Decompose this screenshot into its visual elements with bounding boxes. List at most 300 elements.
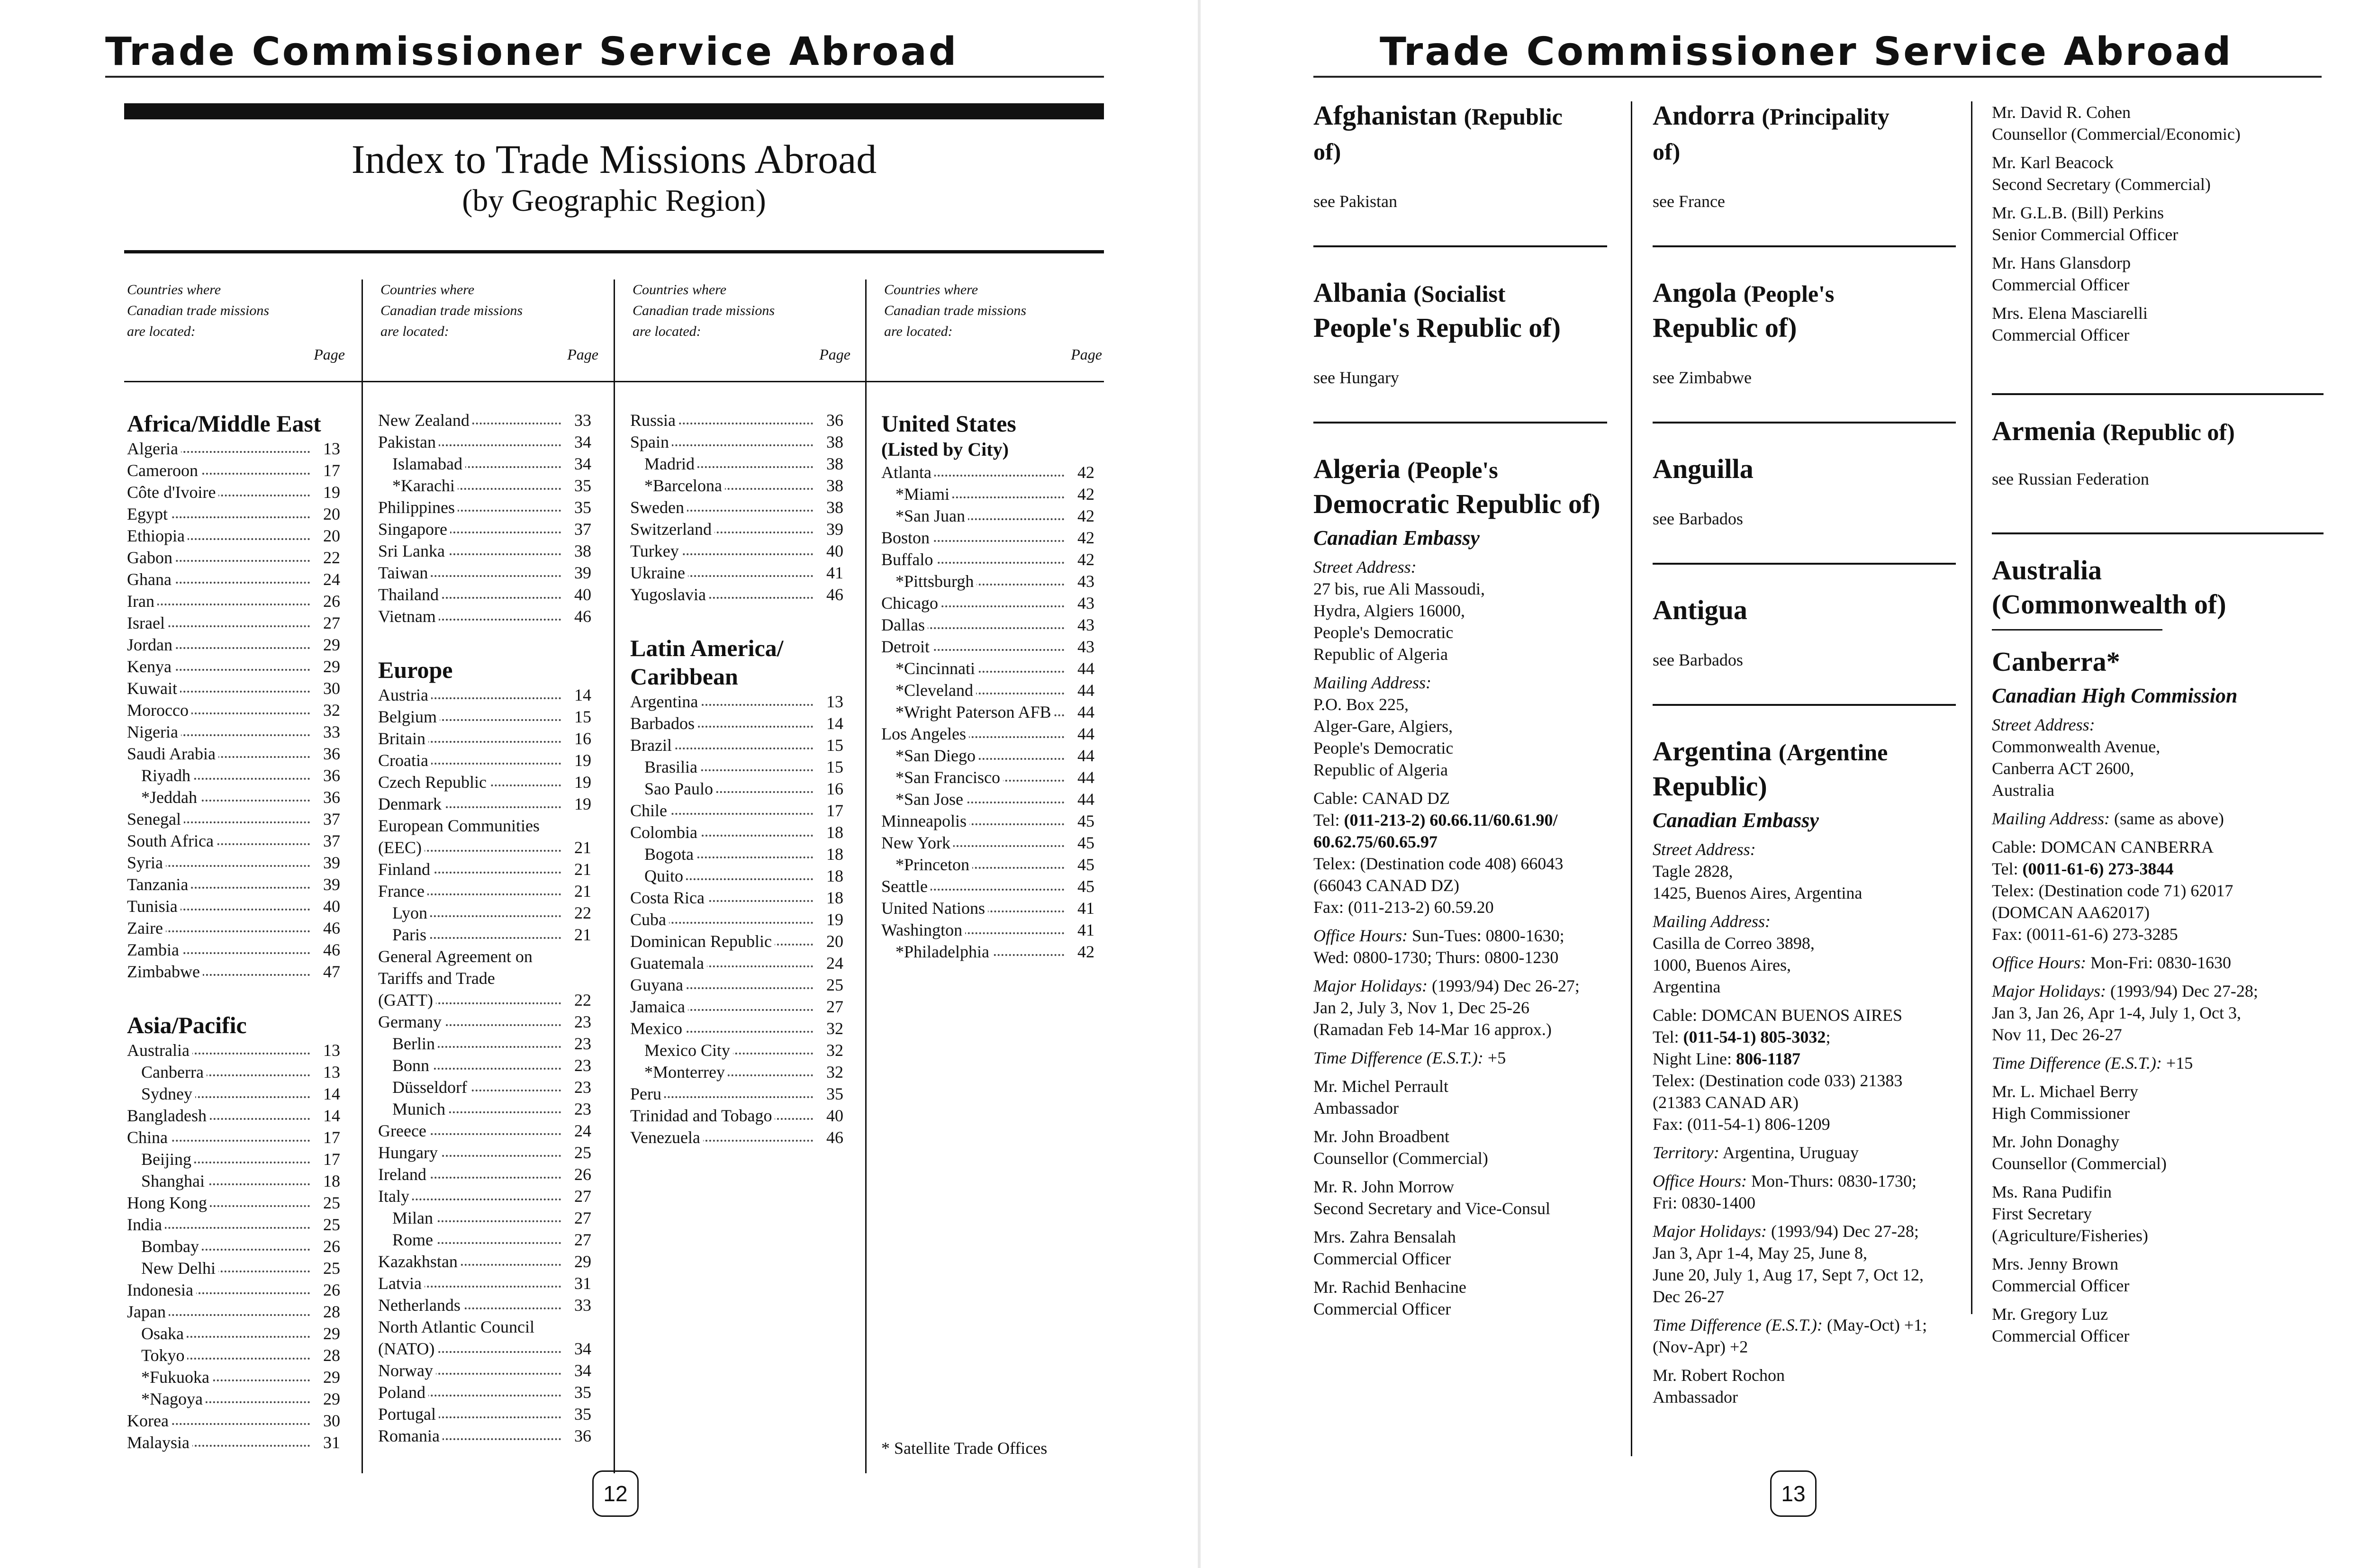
staff-name: Mr. Gregory Luz [1992,1305,2108,1324]
index-entry [378,1033,591,1054]
address-line: Tagle 2828, [1653,862,1733,881]
entry-page: 34 [561,453,591,475]
right-page [1200,0,2369,1568]
entry-name: Norway [378,1360,436,1381]
entry-page: 23 [561,1076,591,1098]
entry-name: Trinidad and Tobago [630,1105,775,1126]
entry-name: Australia [127,1039,192,1061]
entry-name: Croatia [378,749,431,771]
entry-name: Iran [127,590,157,612]
index-entry [127,1083,340,1105]
entry-name: Thailand [378,584,442,605]
entry-name: Osaka [141,1323,187,1344]
entry-page: 29 [310,1366,340,1388]
entry-name: Denmark [378,793,444,815]
index-entry [378,1338,591,1360]
staff-name: Mr. R. John Morrow [1313,1177,1455,1196]
country-name: Angola [1653,277,1737,308]
entry-page: 27 [561,1229,591,1251]
entry-name: Egypt [127,503,171,525]
entry-page: 34 [561,1360,591,1381]
country-afghanistan: Afghanistan (Republic of) see Pakistan [1313,99,1607,212]
entry-page: 18 [310,1170,340,1192]
entry-name: Guatemala [630,952,707,974]
staff-title: Senior Commercial Officer [1992,225,2179,244]
address-line: Republic of Algeria [1313,645,1448,664]
index-entry [630,431,843,453]
entry-name: Los Angeles [881,723,969,745]
column-header-1: Countries where Canadian trade missions are located: Page [127,282,345,363]
index-entry [127,895,340,917]
entry-page: 17 [310,1148,340,1170]
entry-page: 37 [310,830,340,852]
index-entry [127,961,340,982]
entry-name: Latvia [378,1272,425,1294]
entry-name: Britain [378,728,428,749]
entry-name: *Pittsburgh [895,570,977,592]
see-reference: see Barbados [1653,509,1743,528]
entry-name: Costa Rica [630,887,707,909]
entry-page: 45 [1064,810,1094,832]
index-entry [127,460,340,481]
staff-member [1992,152,2324,195]
index-entry [630,691,843,712]
entry-name: *San Jose [895,788,966,810]
index-entry [127,743,340,765]
entry-page: 19 [561,771,591,793]
staff-name: Mr. John Broadbent [1313,1127,1449,1146]
staff-title: Ambassador [1313,1099,1399,1117]
index-entry [630,1126,843,1148]
entry-name: Portugal [378,1403,439,1425]
entry-page: 14 [813,712,843,734]
index-entry [881,505,1094,527]
entry-name: Spain [630,431,672,453]
index-entry [127,1170,340,1192]
staff-member [1992,1253,2324,1297]
index-entry [378,837,591,858]
entry-page: 18 [813,821,843,843]
entry-name: Dallas [881,614,928,636]
index-entry [378,684,591,706]
entry-page: 31 [561,1272,591,1294]
entry-page: 32 [813,1061,843,1083]
entry-name: Russia [630,409,678,431]
entry-name: Korea [127,1410,172,1432]
index-entry [127,568,340,590]
entry-page: 17 [310,460,340,481]
index-list [378,409,591,627]
entry-page: 32 [813,1039,843,1061]
entry-page: 14 [310,1105,340,1126]
entry-page: 18 [813,887,843,909]
index-entry [378,989,591,1011]
entry-page: 31 [310,1432,340,1453]
entries-column-3 [1992,101,2324,1347]
entry-name: New York [881,832,953,854]
staff-title: Commercial Officer [1992,1326,2130,1345]
index-entry [881,483,1094,505]
region-subheading: (Listed by City) [881,439,1009,460]
index-entry [378,1425,591,1447]
entry-name: *Monterrey [644,1061,728,1083]
entry-page: 42 [1064,483,1094,505]
entry-page: 35 [561,1381,591,1403]
entry-page: 40 [813,540,843,562]
entry-name: India [127,1214,165,1235]
entry-name: *Cleveland [895,679,976,701]
staff-member [1992,1131,2324,1174]
entry-name: Buffalo [881,549,936,570]
entry-name: Madrid [644,453,697,475]
entry-page: 15 [813,756,843,778]
entry-page: 42 [1064,505,1094,527]
index-entry [378,562,591,584]
see-reference: see Hungary [1313,368,1399,387]
entry-name: *Miami [895,483,952,505]
entry-name: Netherlands [378,1294,463,1316]
column-header-3: Countries where Canadian trade missions are located: Page [633,282,850,363]
staff-title: Counsellor (Commercial) [1313,1149,1488,1168]
index-entry [378,1207,591,1229]
column-header-2: Countries where Canadian trade missions are located: Page [380,282,598,363]
entry-name: Seattle [881,875,931,897]
entry-page: 44 [1064,788,1094,810]
entry-name: Philippines [378,496,458,518]
index-entry [378,1316,591,1338]
index-column-3 [630,409,843,1148]
entry-page: 29 [310,656,340,677]
page-number: 12 [592,1470,639,1517]
index-entry [881,549,1094,570]
entry-name: Yugoslavia [630,584,709,605]
staff-name: Mrs. Zahra Bensalah [1313,1227,1456,1246]
column-header-4: Countries where Canadian trade missions are located: Page [884,282,1102,363]
entry-page: 35 [561,475,591,496]
entry-name: Rome [392,1229,436,1251]
entry-name: Ukraine [630,562,688,584]
index-entry [127,765,340,786]
index-entry [378,1251,591,1272]
index-entry [630,821,843,843]
entry-page: 20 [813,930,843,952]
index-entry [378,540,591,562]
country-name: Anguilla [1653,453,1754,484]
index-entry [630,562,843,584]
index-entry [378,749,591,771]
entry-name: Washington [881,919,965,941]
index-entry [881,658,1094,679]
index-entry [378,793,591,815]
staff-member [1313,1075,1607,1119]
index-entry [630,1083,843,1105]
entry-name: China [127,1126,171,1148]
entry-name: Ethiopia [127,525,188,547]
entries-column-2 [1653,99,1956,1408]
entry-name: Düsseldorf [392,1076,470,1098]
entry-page: 35 [813,1083,843,1105]
index-entry [127,1148,340,1170]
index-entry [127,612,340,634]
entry-page: 46 [813,1126,843,1148]
entry-page: 44 [1064,658,1094,679]
entry-name: Paris [392,924,429,946]
entry-page: 46 [813,584,843,605]
entry-page: 25 [813,974,843,996]
entry-name: Cuba [630,909,669,930]
entries-column-1 [1313,99,1607,1320]
index-entry [378,1381,591,1403]
entry-page: 16 [561,728,591,749]
country-name: Afghanistan [1313,100,1457,131]
address-line: Alger-Gare, Algiers, [1313,717,1453,736]
entry-separator [1653,245,1956,247]
entry-page: 18 [813,865,843,887]
country-name: Algeria [1313,453,1401,484]
index-title: Index to Trade Missions Abroad [351,136,877,182]
entry-name: *San Francisco [895,766,1003,788]
entry-name: Minneapolis [881,810,969,832]
staff-member [1992,302,2324,346]
entry-separator [1653,563,1956,565]
index-column-4 [881,409,1094,963]
entry-name: Italy [378,1185,412,1207]
staff-member [1992,1181,2324,1246]
entry-page: 46 [310,939,340,961]
staff-title: Commercial Officer [1313,1249,1451,1268]
entry-page: 13 [310,1061,340,1083]
entry-name: Berlin [392,1033,438,1054]
index-entry [127,1432,340,1453]
index-entry [127,1061,340,1083]
entry-name: Saudi Arabia [127,743,218,765]
index-column-1 [127,409,340,1453]
entry-name: Dominican Republic [630,930,775,952]
region-heading: United States [881,410,1016,437]
index-entry [127,1105,340,1126]
index-entry [881,788,1094,810]
entry-name: France [378,880,427,902]
entry-name: *Karachi [392,475,458,496]
entry-name: *San Diego [895,745,978,766]
entry-page: 38 [813,475,843,496]
staff-name: Mr. L. Michael Berry [1992,1082,2138,1101]
entry-name: Hungary [378,1142,441,1163]
index-entry [127,481,340,503]
page-header: Trade Commissioner Service Abroad [1380,29,2233,74]
entry-page: 23 [561,1011,591,1033]
footnote: * Satellite Trade Offices [881,1439,1048,1458]
entry-page: 46 [561,605,591,627]
entry-name: Zambia [127,939,182,961]
index-entry [127,1126,340,1148]
staff-title: Commercial Officer [1992,275,2130,294]
staff-member [1992,202,2324,245]
index-entry [378,1054,591,1076]
index-entry [127,1192,340,1214]
address-line: People's Democratic [1313,623,1454,642]
entry-name: New Delhi [141,1257,218,1279]
entry-name: Morocco [127,699,191,721]
index-entry [378,815,591,837]
staff-member [1313,1226,1607,1270]
address-line: 1425, Buenos Aires, Argentina [1653,883,1863,902]
entry-page: 34 [561,431,591,453]
entry-name: Bogota [644,843,696,865]
entry-name: Pakistan [378,431,439,453]
staff-title: Commercial Officer [1992,1276,2130,1295]
country-name: Armenia [1992,415,2096,446]
country-armenia: Armenia (Republic of) see Russian Federation [1992,414,2324,490]
entry-page: 44 [1064,723,1094,745]
column-divider [1631,101,1632,1456]
entry-page: 29 [310,1323,340,1344]
staff-name: Mr. G.L.B. (Bill) Perkins [1992,203,2164,222]
entry-name: Sydney [141,1083,195,1105]
entry-name: United Nations [881,897,988,919]
index-entry [881,810,1094,832]
staff-member [1992,252,2324,296]
entry-page: 14 [561,684,591,706]
entry-name: Brasilia [644,756,700,778]
country-antigua [1653,593,1956,671]
entry-name: Tokyo [141,1344,187,1366]
entry-page: 43 [1064,592,1094,614]
country-name: Australia [1992,555,2102,586]
country-name: Antigua [1653,595,1747,625]
entry-name: General Agreement on [378,946,535,967]
index-entry [378,1076,591,1098]
index-entry [881,570,1094,592]
index-entry [378,1294,591,1316]
index-subtitle: (by Geographic Region) [462,183,766,218]
entry-page: 38 [561,540,591,562]
entry-page: 43 [1064,636,1094,658]
entry-name: *Cincinnati [895,658,978,679]
staff-name: Mr. Robert Rochon [1653,1366,1785,1385]
index-entry [630,952,843,974]
index-entry [630,778,843,800]
entry-name: Algeria [127,438,181,460]
index-entry [630,1018,843,1039]
entry-name: Indonesia [127,1279,196,1301]
mission-name: Canadian High Commission [1992,684,2238,707]
entry-name: Lyon [392,902,430,924]
entry-page: 45 [1064,875,1094,897]
index-entry [378,1011,591,1033]
entry-page: 22 [310,547,340,568]
index-entry [378,924,591,946]
address-line: People's Democratic [1313,739,1454,757]
staff-title: High Commissioner [1992,1104,2130,1123]
region-heading: Africa/Middle East [127,410,321,437]
entry-separator [1313,245,1607,247]
index-entry [630,756,843,778]
index-entry [378,1272,591,1294]
entry-name: Ghana [127,568,174,590]
index-entry [127,677,340,699]
entry-name: Colombia [630,821,700,843]
see-reference: see Zimbabwe [1653,368,1752,387]
index-entry [127,525,340,547]
entry-page: 25 [310,1257,340,1279]
entry-name: *Barcelona [644,475,725,496]
entry-name: Germany [378,1011,444,1033]
index-entry [881,723,1094,745]
address-line: Republic of Algeria [1313,760,1448,779]
staff-title: Ambassador [1653,1388,1738,1406]
entry-name: Kenya [127,656,174,677]
title-bar [124,103,1104,119]
entry-page: 44 [1064,766,1094,788]
index-entry [127,1039,340,1061]
index-entry [378,1229,591,1251]
short-separator [1992,629,2162,631]
index-list [630,409,843,605]
index-entry [881,875,1094,897]
index-entry [630,475,843,496]
entry-name: Israel [127,612,168,634]
index-entry [378,409,591,431]
index-entry [881,614,1094,636]
address-line: Casilla de Correo 3898, [1653,934,1815,953]
entry-separator [1653,704,1956,706]
region-heading: Asia/Pacific [127,1012,247,1038]
index-entry [127,808,340,830]
index-entry [127,590,340,612]
entry-name: Bonn [392,1054,432,1076]
entry-page: 43 [1064,614,1094,636]
index-entry [378,1185,591,1207]
entry-name: Ireland [378,1163,429,1185]
entry-page: 13 [310,438,340,460]
entry-name: Canberra [141,1061,207,1083]
country-anguilla [1653,452,1956,530]
entry-name: (EEC) [378,837,425,858]
entry-page: 18 [813,843,843,865]
entry-page: 33 [561,1294,591,1316]
staff-name: Mr. Rachid Benhacine [1313,1278,1466,1297]
staff-member [1992,1081,2324,1124]
index-entry [881,592,1094,614]
index-entry [881,701,1094,723]
entry-page: 27 [561,1207,591,1229]
staff-name: Mrs. Jenny Brown [1992,1254,2118,1273]
entry-page: 40 [813,1105,843,1126]
staff-title: (Agriculture/Fisheries) [1992,1226,2148,1245]
index-entry [630,974,843,996]
entry-page: 23 [561,1054,591,1076]
entry-name: Japan [127,1301,169,1323]
page-header: Trade Commissioner Service Abroad [105,29,958,74]
entry-page: 41 [1064,897,1094,919]
index-list [630,691,843,1148]
entry-name: *Nagoya [141,1388,206,1410]
index-entry [630,584,843,605]
index-entry [881,897,1094,919]
staff-member [1313,1276,1607,1320]
entry-separator [1653,422,1956,424]
entry-name: Zaire [127,917,166,939]
entry-page: 47 [310,961,340,982]
staff-name: Ms. Rana Pudifin [1992,1182,2112,1201]
title-rule [124,250,1104,253]
entry-name: Beijing [141,1148,194,1170]
index-entry [378,1142,591,1163]
entry-page: 20 [310,503,340,525]
entry-page: 26 [310,1235,340,1257]
staff-member [1992,101,2324,145]
